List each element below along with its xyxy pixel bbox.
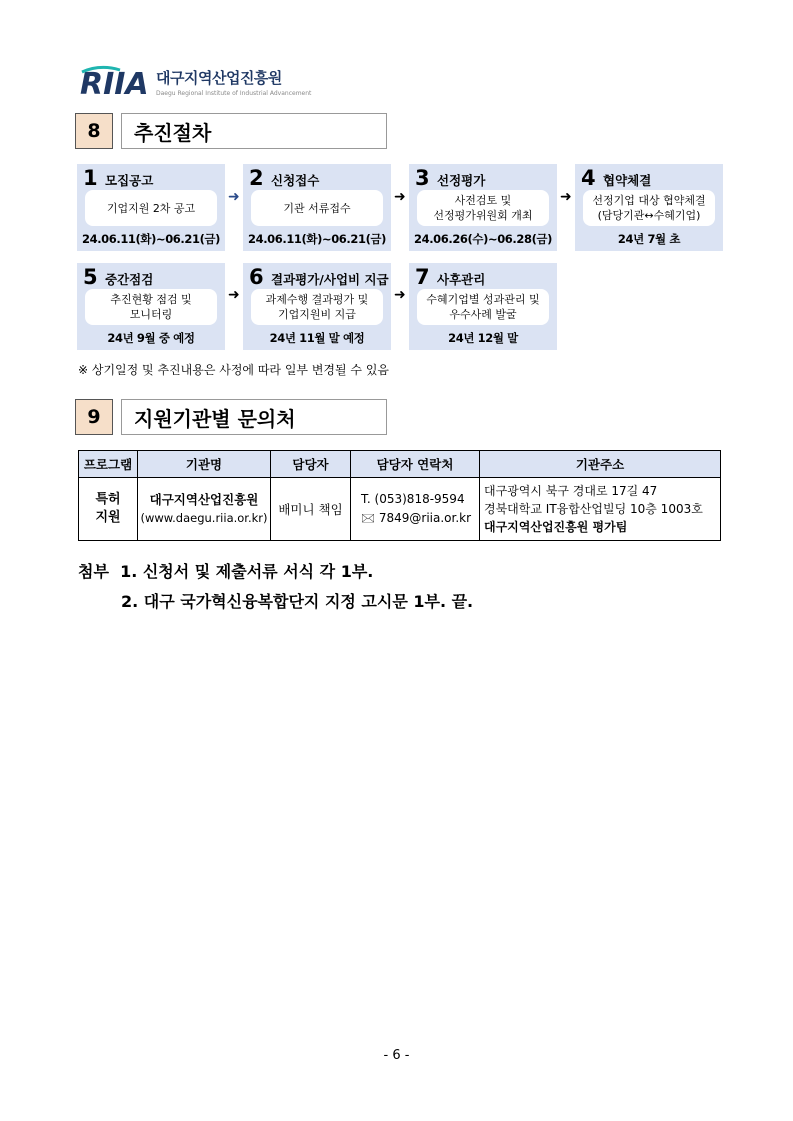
- arrow-right-icon: ➜: [394, 287, 406, 303]
- step-number: 5: [83, 265, 98, 289]
- step-description: 수혜기업별 성과관리 및 우수사례 발굴: [417, 289, 549, 325]
- step-label: 결과평가/사업비 지급: [271, 272, 389, 287]
- process-step-4: [575, 164, 723, 251]
- process-step-3: [409, 164, 557, 251]
- address-line: 대구지역산업진흥원 평가팀: [484, 520, 628, 534]
- step-number: 4: [581, 166, 596, 190]
- section-number: 8: [75, 113, 113, 149]
- section-title: 지원기관별 문의처: [121, 399, 387, 435]
- step-date: 24.06.11(화)~06.21(금): [247, 232, 386, 246]
- org-cell: [138, 478, 271, 541]
- section-number: 9: [75, 399, 113, 435]
- process-step-6: [243, 263, 391, 350]
- attachment-item: 2. 대구 국가혁신융복합단지 지정 고시문 1부. 끝.: [121, 592, 474, 611]
- step-number: 2: [249, 166, 264, 190]
- step-description: 사전검토 및 선정평가위원회 개최: [417, 190, 549, 226]
- step-number: 3: [415, 166, 430, 190]
- address-line: 경북대학교 IT융합산업빌딩 10층 1003호: [484, 502, 703, 516]
- step-date: 24년 12월 말: [448, 331, 518, 345]
- column-header: 프로그램: [79, 451, 138, 478]
- step-date: 24년 7월 초: [617, 232, 681, 246]
- step-description: 기업지원 2차 공고: [85, 190, 217, 226]
- schedule-note: ※ 상기일정 및 추진내용은 사정에 따라 일부 변경될 수 있음: [78, 363, 390, 377]
- column-header: 기관명: [138, 451, 271, 478]
- step-description: 과제수행 결과평가 및 기업지원비 지급: [251, 289, 383, 325]
- section-title: 추진절차: [121, 113, 387, 149]
- attachment-prefix: 첨부: [78, 562, 109, 581]
- column-header: 담당자 연락처: [351, 451, 480, 478]
- phone-number: T. (053)818-9594: [361, 492, 465, 506]
- step-description: 선정기업 대상 협약체결 (담당기관↔수혜기업): [583, 190, 715, 226]
- svg-text:RIIA: RIIA: [80, 67, 149, 100]
- step-number: 1: [83, 166, 98, 190]
- address-cell: [480, 478, 721, 541]
- attachments: [78, 557, 473, 617]
- org-name: 대구지역산업진흥원: [149, 492, 259, 507]
- column-header: 담당자: [271, 451, 351, 478]
- page-number: - 6 -: [383, 1048, 410, 1063]
- step-label: 협약체결: [603, 173, 652, 188]
- step-date: 24년 9월 중 예정: [107, 331, 195, 345]
- arrow-right-icon: ➜: [394, 189, 406, 205]
- process-step-1: [77, 164, 225, 251]
- logo-org-name: 대구지역산업진흥원: [156, 69, 282, 87]
- contact-table: [78, 450, 721, 541]
- program-name: 지원: [95, 510, 121, 525]
- table-row: [79, 478, 721, 541]
- arrow-right-icon: ➜: [228, 287, 240, 303]
- riia-logo: [80, 62, 311, 102]
- step-number: 6: [249, 265, 264, 289]
- table-header-row: [79, 451, 721, 478]
- address-line: 대구광역시 북구 경대로 17길 47: [484, 484, 658, 498]
- step-label: 신청접수: [271, 173, 320, 188]
- program-name: 특허: [95, 492, 121, 507]
- step-date: 24.06.26(수)~06.28(금): [413, 232, 552, 246]
- arrow-right-icon: ➜: [228, 189, 240, 205]
- org-website[interactable]: (www.daegu.riia.or.kr): [140, 511, 268, 525]
- process-step-5: [77, 263, 225, 350]
- step-label: 선정평가: [437, 173, 486, 188]
- process-step-7: [409, 263, 557, 350]
- riia-logo-mark: [80, 64, 150, 100]
- step-number: 7: [415, 265, 430, 289]
- step-label: 중간점검: [105, 272, 154, 287]
- contact-person: 배미니 책임: [271, 478, 351, 541]
- step-description: 기관 서류접수: [251, 190, 383, 226]
- step-label: 사후관리: [437, 272, 486, 287]
- step-date: 24.06.11(화)~06.21(금): [81, 232, 220, 246]
- step-label: 모집공고: [105, 173, 154, 188]
- arrow-right-icon: ➜: [560, 189, 572, 205]
- attachment-item: 1. 신청서 및 제출서류 서식 각 1부.: [120, 562, 374, 581]
- program-cell: [79, 478, 138, 541]
- step-description: 추진현황 점검 및 모니터링: [85, 289, 217, 325]
- logo-org-subtitle: Daegu Regional Institute of Industrial Advancement: [156, 90, 312, 97]
- step-date: 24년 11월 말 예정: [269, 331, 365, 345]
- email-address[interactable]: 🖂 7849@riia.or.kr: [361, 511, 472, 525]
- column-header: 기관주소: [480, 451, 721, 478]
- process-step-2: [243, 164, 391, 251]
- contact-info-cell: [351, 478, 480, 541]
